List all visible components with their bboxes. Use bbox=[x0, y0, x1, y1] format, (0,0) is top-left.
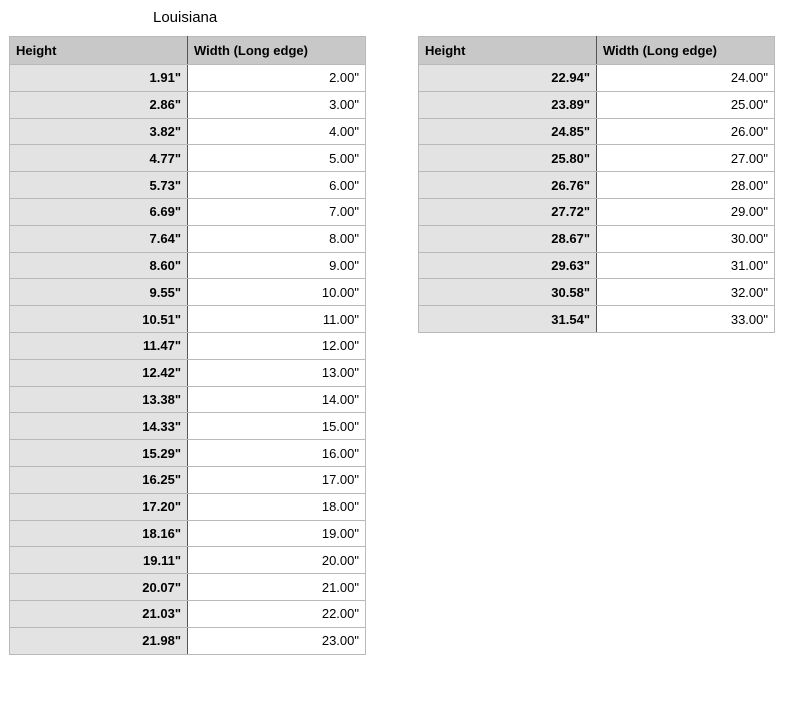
width-cell: 27.00" bbox=[597, 145, 775, 172]
height-cell: 28.67" bbox=[419, 225, 597, 252]
width-cell: 10.00" bbox=[188, 279, 366, 306]
height-cell: 3.82" bbox=[10, 118, 188, 145]
table-row bbox=[10, 65, 366, 92]
width-cell: 5.00" bbox=[188, 145, 366, 172]
width-cell: 25.00" bbox=[597, 91, 775, 118]
height-cell: 15.29" bbox=[10, 440, 188, 467]
width-cell: 19.00" bbox=[188, 520, 366, 547]
table-row bbox=[10, 466, 366, 493]
table-row bbox=[10, 440, 366, 467]
height-cell: 14.33" bbox=[10, 413, 188, 440]
table-row bbox=[419, 91, 775, 118]
width-cell: 6.00" bbox=[188, 172, 366, 199]
width-cell: 32.00" bbox=[597, 279, 775, 306]
height-cell: 21.98" bbox=[10, 627, 188, 654]
height-cell: 17.20" bbox=[10, 493, 188, 520]
height-cell: 22.94" bbox=[419, 65, 597, 92]
table-row bbox=[10, 198, 366, 225]
table-row bbox=[419, 252, 775, 279]
table-row bbox=[10, 386, 366, 413]
table-row bbox=[10, 306, 366, 333]
width-cell: 22.00" bbox=[188, 600, 366, 627]
height-cell: 2.86" bbox=[10, 91, 188, 118]
column-header-width: Width (Long edge) bbox=[597, 37, 775, 65]
table-row bbox=[419, 65, 775, 92]
width-cell: 24.00" bbox=[597, 65, 775, 92]
height-cell: 13.38" bbox=[10, 386, 188, 413]
width-cell: 4.00" bbox=[188, 118, 366, 145]
table-row bbox=[10, 172, 366, 199]
width-cell: 13.00" bbox=[188, 359, 366, 386]
width-cell: 8.00" bbox=[188, 225, 366, 252]
height-cell: 9.55" bbox=[10, 279, 188, 306]
height-cell: 20.07" bbox=[10, 574, 188, 601]
height-cell: 23.89" bbox=[419, 91, 597, 118]
width-cell: 16.00" bbox=[188, 440, 366, 467]
width-cell: 7.00" bbox=[188, 198, 366, 225]
table-row bbox=[10, 332, 366, 359]
height-cell: 10.51" bbox=[10, 306, 188, 333]
height-cell: 16.25" bbox=[10, 466, 188, 493]
table-row bbox=[419, 198, 775, 225]
table-row bbox=[419, 279, 775, 306]
height-cell: 4.77" bbox=[10, 145, 188, 172]
width-cell: 31.00" bbox=[597, 252, 775, 279]
height-cell: 24.85" bbox=[419, 118, 597, 145]
column-header-height: Height bbox=[10, 37, 188, 65]
width-cell: 20.00" bbox=[188, 547, 366, 574]
width-cell: 17.00" bbox=[188, 466, 366, 493]
width-cell: 33.00" bbox=[597, 306, 775, 333]
size-table-left bbox=[9, 36, 366, 655]
width-cell: 28.00" bbox=[597, 172, 775, 199]
height-cell: 8.60" bbox=[10, 252, 188, 279]
table-header-row bbox=[10, 37, 366, 65]
size-table-right bbox=[418, 36, 775, 333]
table-row bbox=[10, 252, 366, 279]
height-cell: 11.47" bbox=[10, 332, 188, 359]
width-cell: 11.00" bbox=[188, 306, 366, 333]
height-cell: 30.58" bbox=[419, 279, 597, 306]
width-cell: 2.00" bbox=[188, 65, 366, 92]
height-cell: 31.54" bbox=[419, 306, 597, 333]
table-row bbox=[419, 172, 775, 199]
table-row bbox=[10, 547, 366, 574]
table-row bbox=[10, 413, 366, 440]
table-row bbox=[10, 145, 366, 172]
height-cell: 5.73" bbox=[10, 172, 188, 199]
width-cell: 3.00" bbox=[188, 91, 366, 118]
width-cell: 26.00" bbox=[597, 118, 775, 145]
table-row bbox=[10, 520, 366, 547]
table-row bbox=[419, 118, 775, 145]
table-row bbox=[10, 279, 366, 306]
table-row bbox=[10, 225, 366, 252]
column-header-width: Width (Long edge) bbox=[188, 37, 366, 65]
table-row bbox=[419, 306, 775, 333]
width-cell: 18.00" bbox=[188, 493, 366, 520]
table-header-row bbox=[419, 37, 775, 65]
height-cell: 29.63" bbox=[419, 252, 597, 279]
table-row bbox=[419, 145, 775, 172]
width-cell: 9.00" bbox=[188, 252, 366, 279]
table-row bbox=[10, 627, 366, 654]
page-title: Louisiana bbox=[153, 9, 218, 26]
table-row bbox=[10, 574, 366, 601]
height-cell: 27.72" bbox=[419, 198, 597, 225]
height-cell: 18.16" bbox=[10, 520, 188, 547]
width-cell: 21.00" bbox=[188, 574, 366, 601]
height-cell: 25.80" bbox=[419, 145, 597, 172]
height-cell: 21.03" bbox=[10, 600, 188, 627]
height-cell: 7.64" bbox=[10, 225, 188, 252]
column-header-height: Height bbox=[419, 37, 597, 65]
table-row bbox=[10, 600, 366, 627]
height-cell: 12.42" bbox=[10, 359, 188, 386]
table-row bbox=[10, 493, 366, 520]
width-cell: 14.00" bbox=[188, 386, 366, 413]
width-cell: 12.00" bbox=[188, 332, 366, 359]
height-cell: 26.76" bbox=[419, 172, 597, 199]
height-cell: 6.69" bbox=[10, 198, 188, 225]
width-cell: 15.00" bbox=[188, 413, 366, 440]
width-cell: 30.00" bbox=[597, 225, 775, 252]
table-row bbox=[10, 359, 366, 386]
table-row bbox=[419, 225, 775, 252]
width-cell: 29.00" bbox=[597, 198, 775, 225]
table-row bbox=[10, 118, 366, 145]
height-cell: 19.11" bbox=[10, 547, 188, 574]
width-cell: 23.00" bbox=[188, 627, 366, 654]
height-cell: 1.91" bbox=[10, 65, 188, 92]
table-row bbox=[10, 91, 366, 118]
